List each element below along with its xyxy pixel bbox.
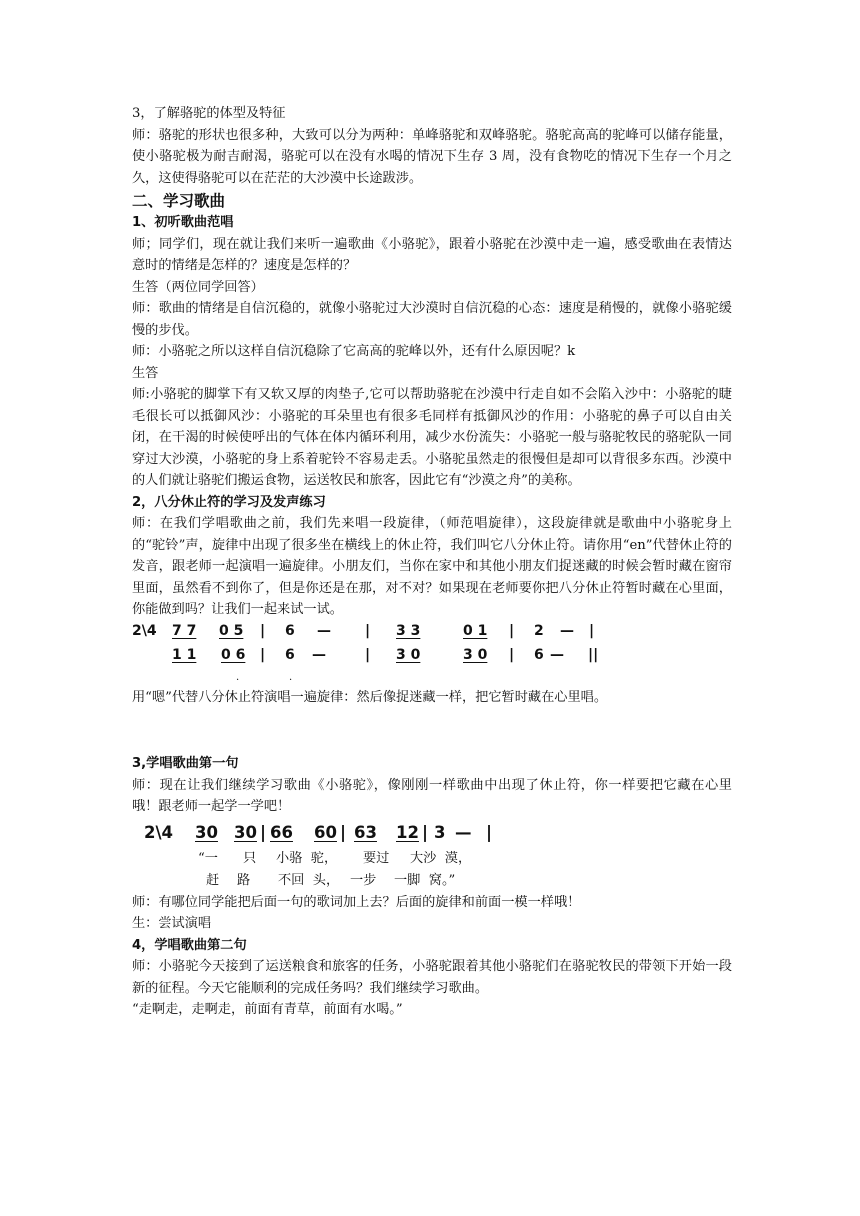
lyric-segment: 大沙 漠， — [410, 850, 472, 866]
note-group: 0 1 — [463, 622, 488, 639]
low-octave-dot: . — [236, 671, 240, 683]
lyric-line-2 — [132, 870, 732, 892]
lyric-segment: 只 — [243, 850, 257, 866]
lyric-segment: 一脚 窝。” — [394, 872, 456, 888]
notation-line-1 — [132, 621, 732, 645]
time-signature: 2\4 — [132, 622, 157, 639]
note-group: 60 — [314, 822, 337, 842]
double-bar-line: || — [588, 646, 599, 663]
dash: — — [560, 622, 574, 639]
score-line — [132, 818, 732, 848]
paragraph-camel-features: 师:小骆驼的脚掌下有又软又厚的肉垫子,它可以帮助骆驼在沙漠中行走自如不会陷入沙中：小骆驼的睫毛很长可以抵御风沙：小骆驼的耳朵里也有很多毛同样有抵御风沙的作用：小骆驼的鼻子可以自由关闭，在干渴的时候使呼出的气体在体内循环利用，减少水份流失：小骆驼一般与骆驼牧民的骆驼队一同穿过大沙漠，小骆驼的身上系着驼铃不容易走丢。小骆驼虽然走的很慢但是却可以背很多东西。沙漠中的人们就让骆驼们搬运食物，运送牧民和旅客，因此它有“沙漠之舟”的美称。 — [132, 387, 732, 488]
paragraph-student-answer-2: 生答 — [132, 365, 159, 381]
paragraph-question: 师：小骆驼之所以这样自信沉稳除了它高高的驼峰以外，还有什么原因呢？k — [132, 344, 576, 359]
dash: — — [312, 646, 326, 663]
note-group: 0 5 — [219, 622, 244, 639]
bar-line: | — [486, 822, 493, 842]
bar-line: | — [509, 622, 515, 639]
subheading-eighth-rest: 2，八分休止符的学习及发声练习 — [132, 494, 326, 510]
bar-line: | — [260, 622, 266, 639]
note-group: 7 7 — [172, 622, 197, 639]
note-group: 1 1 — [172, 646, 197, 663]
bar-line: | — [340, 822, 347, 842]
lyric-segment: 一步 — [350, 872, 377, 888]
note-group: 3 3 — [396, 622, 421, 639]
bar-line: | — [509, 646, 515, 663]
document-page — [132, 103, 732, 1021]
bar-line: | — [589, 622, 595, 639]
subheading-second-phrase: 4，学唱歌曲第二句 — [132, 937, 247, 953]
time-signature: 2\4 — [144, 822, 173, 842]
note-group: 3 0 — [396, 646, 421, 663]
bar-line: | — [422, 822, 429, 842]
note: 6 — [285, 646, 295, 663]
note-group: 0 6 — [221, 646, 246, 663]
note-group: 66 — [270, 822, 293, 842]
note: 6 — [534, 646, 544, 663]
dash: — — [550, 646, 564, 663]
lyric-segment: 要过 — [363, 850, 390, 866]
section-heading-body-shape: 3，了解骆驼的体型及特征 — [132, 106, 286, 121]
bar-line: | — [365, 622, 371, 639]
paragraph-first-phrase: 师：现在让我们继续学习歌曲《小骆驼》，像刚刚一样歌曲中出现了休止符，你一样要把它藏在心里哦！跟老师一起学一学吧！ — [132, 777, 732, 814]
paragraph-camel-shape: 师：骆驼的形状也很多种，大致可以分为两种：单峰骆驼和双峰骆驼。骆驼高高的驼峰可以储存能量，使小骆驼极为耐吉耐渴，骆驼可以在没有水喝的情况下生存 3 周，没有食物吃的情况下生存一个月之久，这使得骆驼可以在茫茫的大沙漠中长途跋涉。 — [132, 127, 732, 186]
notation-line-2 — [132, 645, 732, 669]
lyric-segment: 小骆 驼， — [276, 850, 338, 866]
paragraph-student-answer: 生答（两位同学回答） — [132, 279, 264, 295]
subheading-first-listen: 1、初听歌曲范唱 — [132, 215, 234, 230]
note-group: 30 — [195, 822, 218, 842]
lyric-segment: 不回 头， — [278, 872, 340, 888]
dash: — — [317, 622, 331, 639]
lyric-segment: 路 — [237, 872, 251, 888]
lyric-line-1 — [132, 848, 732, 870]
section-heading-learn-song: 二、学习歌曲 — [132, 192, 226, 210]
note: 3 — [434, 822, 446, 842]
paragraph-student-try: 生：尝试演唱 — [132, 916, 212, 931]
paragraph-eighth-rest: 师：在我们学唱歌曲之前，我们先来唱一段旋律，（师范唱旋律），这段旋律就是歌曲中小骆驼身上的“驼铃”声，旋律中出现了很多坐在横线上的休止符，我们叫它八分休止符。请你用“en”代替休止符的发音，跟老师一起演唱一遍旋律。小朋友们，当你在家中和其他小朋友们捉迷藏的时候会暂时藏在窗帘里面，虽然看不到你了，但是你还是在那，对不对？如果现在老师要你把八分休止符暂时藏在心里面，你能做到吗？让我们一起来试一试。 — [132, 516, 732, 617]
notation-dots — [132, 669, 732, 687]
subheading-first-phrase: 3,学唱歌曲第一句 — [132, 756, 239, 771]
lyric-segment: “一 — [198, 850, 218, 866]
note-group: 12 — [396, 822, 419, 842]
paragraph-teacher-listen: 师；同学们，现在就让我们来听一遍歌曲《小骆驼》，跟着小骆驼在沙漠中走一遍，感受歌曲在表情达意时的情绪是怎样的？速度是怎样的？ — [132, 236, 732, 273]
low-octave-dot: . — [289, 671, 293, 683]
note-group: 3 0 — [463, 646, 488, 663]
bar-line: | — [260, 646, 266, 663]
paragraph-song-mood: 师：歌曲的情绪是自信沉稳的，就像小骆驼过大沙漠时自信沉稳的心态：速度是稍慢的，就像小骆驼缓慢的步伐。 — [132, 301, 732, 338]
dash: — — [455, 822, 472, 842]
note: 2 — [534, 622, 544, 639]
paragraph-hum-melody: 用“嗯”代替八分休止符演唱一遍旋律：然后像捉迷藏一样，把它暂时藏在心里唱。 — [132, 689, 608, 705]
paragraph-second-verse: 师：有哪位同学能把后面一句的歌词加上去？后面的旋律和前面一模一样哦！ — [132, 894, 581, 910]
lyric-segment: 赶 — [206, 872, 220, 888]
note-group: 63 — [354, 822, 377, 842]
paragraph-second-phrase: 师：小骆驼今天接到了运送粮食和旅客的任务，小骆驼跟着其他小骆驼们在骆驼牧民的带领下开始一段新的征程。今天它能顺利的完成任务吗？我们继续学习歌曲。 — [132, 959, 732, 996]
paragraph-lyric-quote: “走啊走，走啊走，前面有青草，前面有水喝。” — [132, 1002, 403, 1017]
bar-line: | — [260, 822, 267, 842]
bar-line: | — [365, 646, 371, 663]
note-group: 30 — [234, 822, 257, 842]
note: 6 — [285, 622, 295, 639]
